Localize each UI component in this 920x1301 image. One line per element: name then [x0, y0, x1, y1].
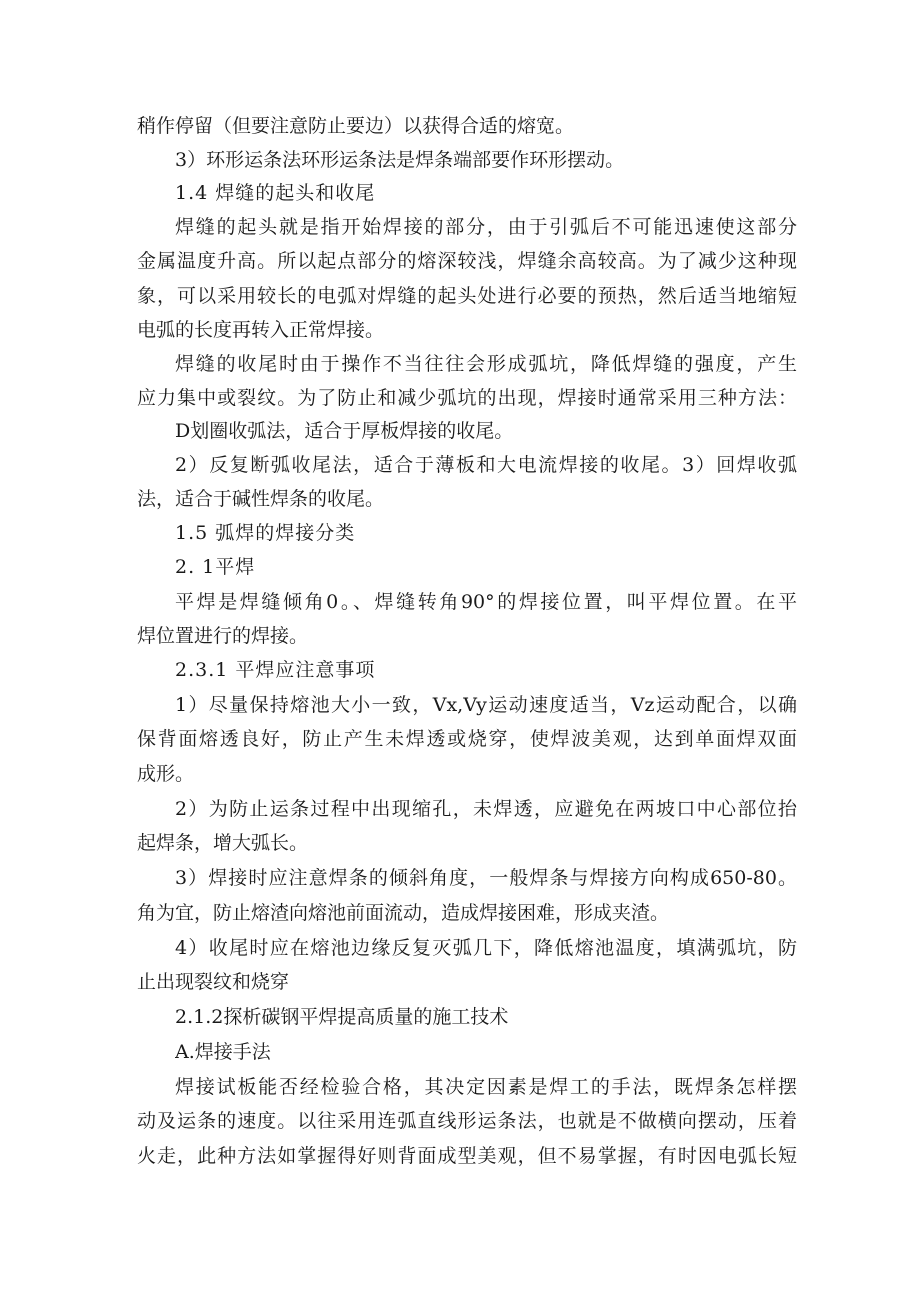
text-line: 4）收尾时应在熔池边缘反复灭弧几下，降低熔池温度，填满弧坑，防: [175, 937, 797, 959]
text-line: 焊接试板能否经检验合格，其决定因素是焊工的手法，既焊条怎样摆: [175, 1076, 797, 1098]
text-line: 焊缝的收尾时由于操作不当往往会形成弧坑，降低焊缝的强度，产生: [175, 353, 797, 375]
text-line: D划圈收弧法，适合于厚板焊接的收尾。: [175, 420, 514, 442]
text-line: 稍作停留（但要注意防止要边）以获得合适的熔宽。: [137, 115, 575, 137]
text-line: 成形。: [137, 763, 195, 785]
section-heading: A.焊接手法: [175, 1041, 271, 1063]
text-line: 火走，此种方法如掌握得好则背面成型美观，但不易掌握，有时因电弧长短: [137, 1145, 797, 1167]
section-heading: 1.4 焊缝的起头和收尾: [175, 182, 376, 204]
text-line: 保背面熔透良好，防止产生未焊透或烧穿，使焊波美观，达到单面焊双面: [137, 728, 797, 750]
text-line: 角为宜，防止熔渣向熔池前面流动，造成焊接困难，形成夹渣。: [137, 902, 670, 924]
text-line: 3）焊接时应注意焊条的倾斜角度，一般焊条与焊接方向构成650-80。: [175, 867, 797, 889]
text-line: 起焊条，增大弧长。: [137, 832, 309, 854]
text-line: 焊缝的起头就是指开始焊接的部分，由于引弧后不可能迅速使这部分: [175, 216, 797, 238]
text-line: 象，可以采用较长的电弧对焊缝的起头处进行必要的预热，然后适当地缩短: [137, 285, 797, 307]
section-heading: 2.1.2探析碳钢平焊提高质量的施工技术: [175, 1006, 509, 1028]
section-heading: 2. 1平焊: [175, 556, 256, 578]
section-heading: 1.5 弧焊的焊接分类: [175, 522, 356, 544]
text-line: 焊位置进行的焊接。: [137, 625, 309, 647]
text-line: 2）为防止运条过程中出现缩孔，未焊透，应避免在两坡口中心部位抬: [175, 798, 797, 820]
text-line: 平焊是焊缝倾角0。、焊缝转角90°的焊接位置，叫平焊位置。在平: [175, 591, 797, 613]
text-line: 1）尽量保持熔池大小一致，Vx,Vy运动速度适当，Vz运动配合，以确: [175, 694, 797, 716]
text-line: 止出现裂纹和烧穿: [137, 971, 290, 993]
text-line: 法，适合于碱性焊条的收尾。: [137, 488, 385, 510]
text-line: 2）反复断弧收尾法，适合于薄板和大电流焊接的收尾。3）回焊收弧: [175, 454, 797, 476]
text-line: 金属温度升高。所以起点部分的熔深较浅，焊缝余高较高。为了减少这种现: [137, 250, 797, 272]
text-line: 3）环形运条法环形运条法是焊条端部要作环形摆动。: [175, 149, 625, 171]
section-heading: 2.3.1 平焊应注意事项: [175, 659, 376, 681]
text-line: 电弧的长度再转入正常焊接。: [137, 319, 385, 341]
text-line: 动及运条的速度。以往采用连弧直线形运条法，也就是不做横向摆动，压着: [137, 1110, 797, 1132]
text-line: 应力集中或裂纹。为了防止和减少弧坑的出现，焊接时通常采用三种方法：: [137, 387, 797, 409]
